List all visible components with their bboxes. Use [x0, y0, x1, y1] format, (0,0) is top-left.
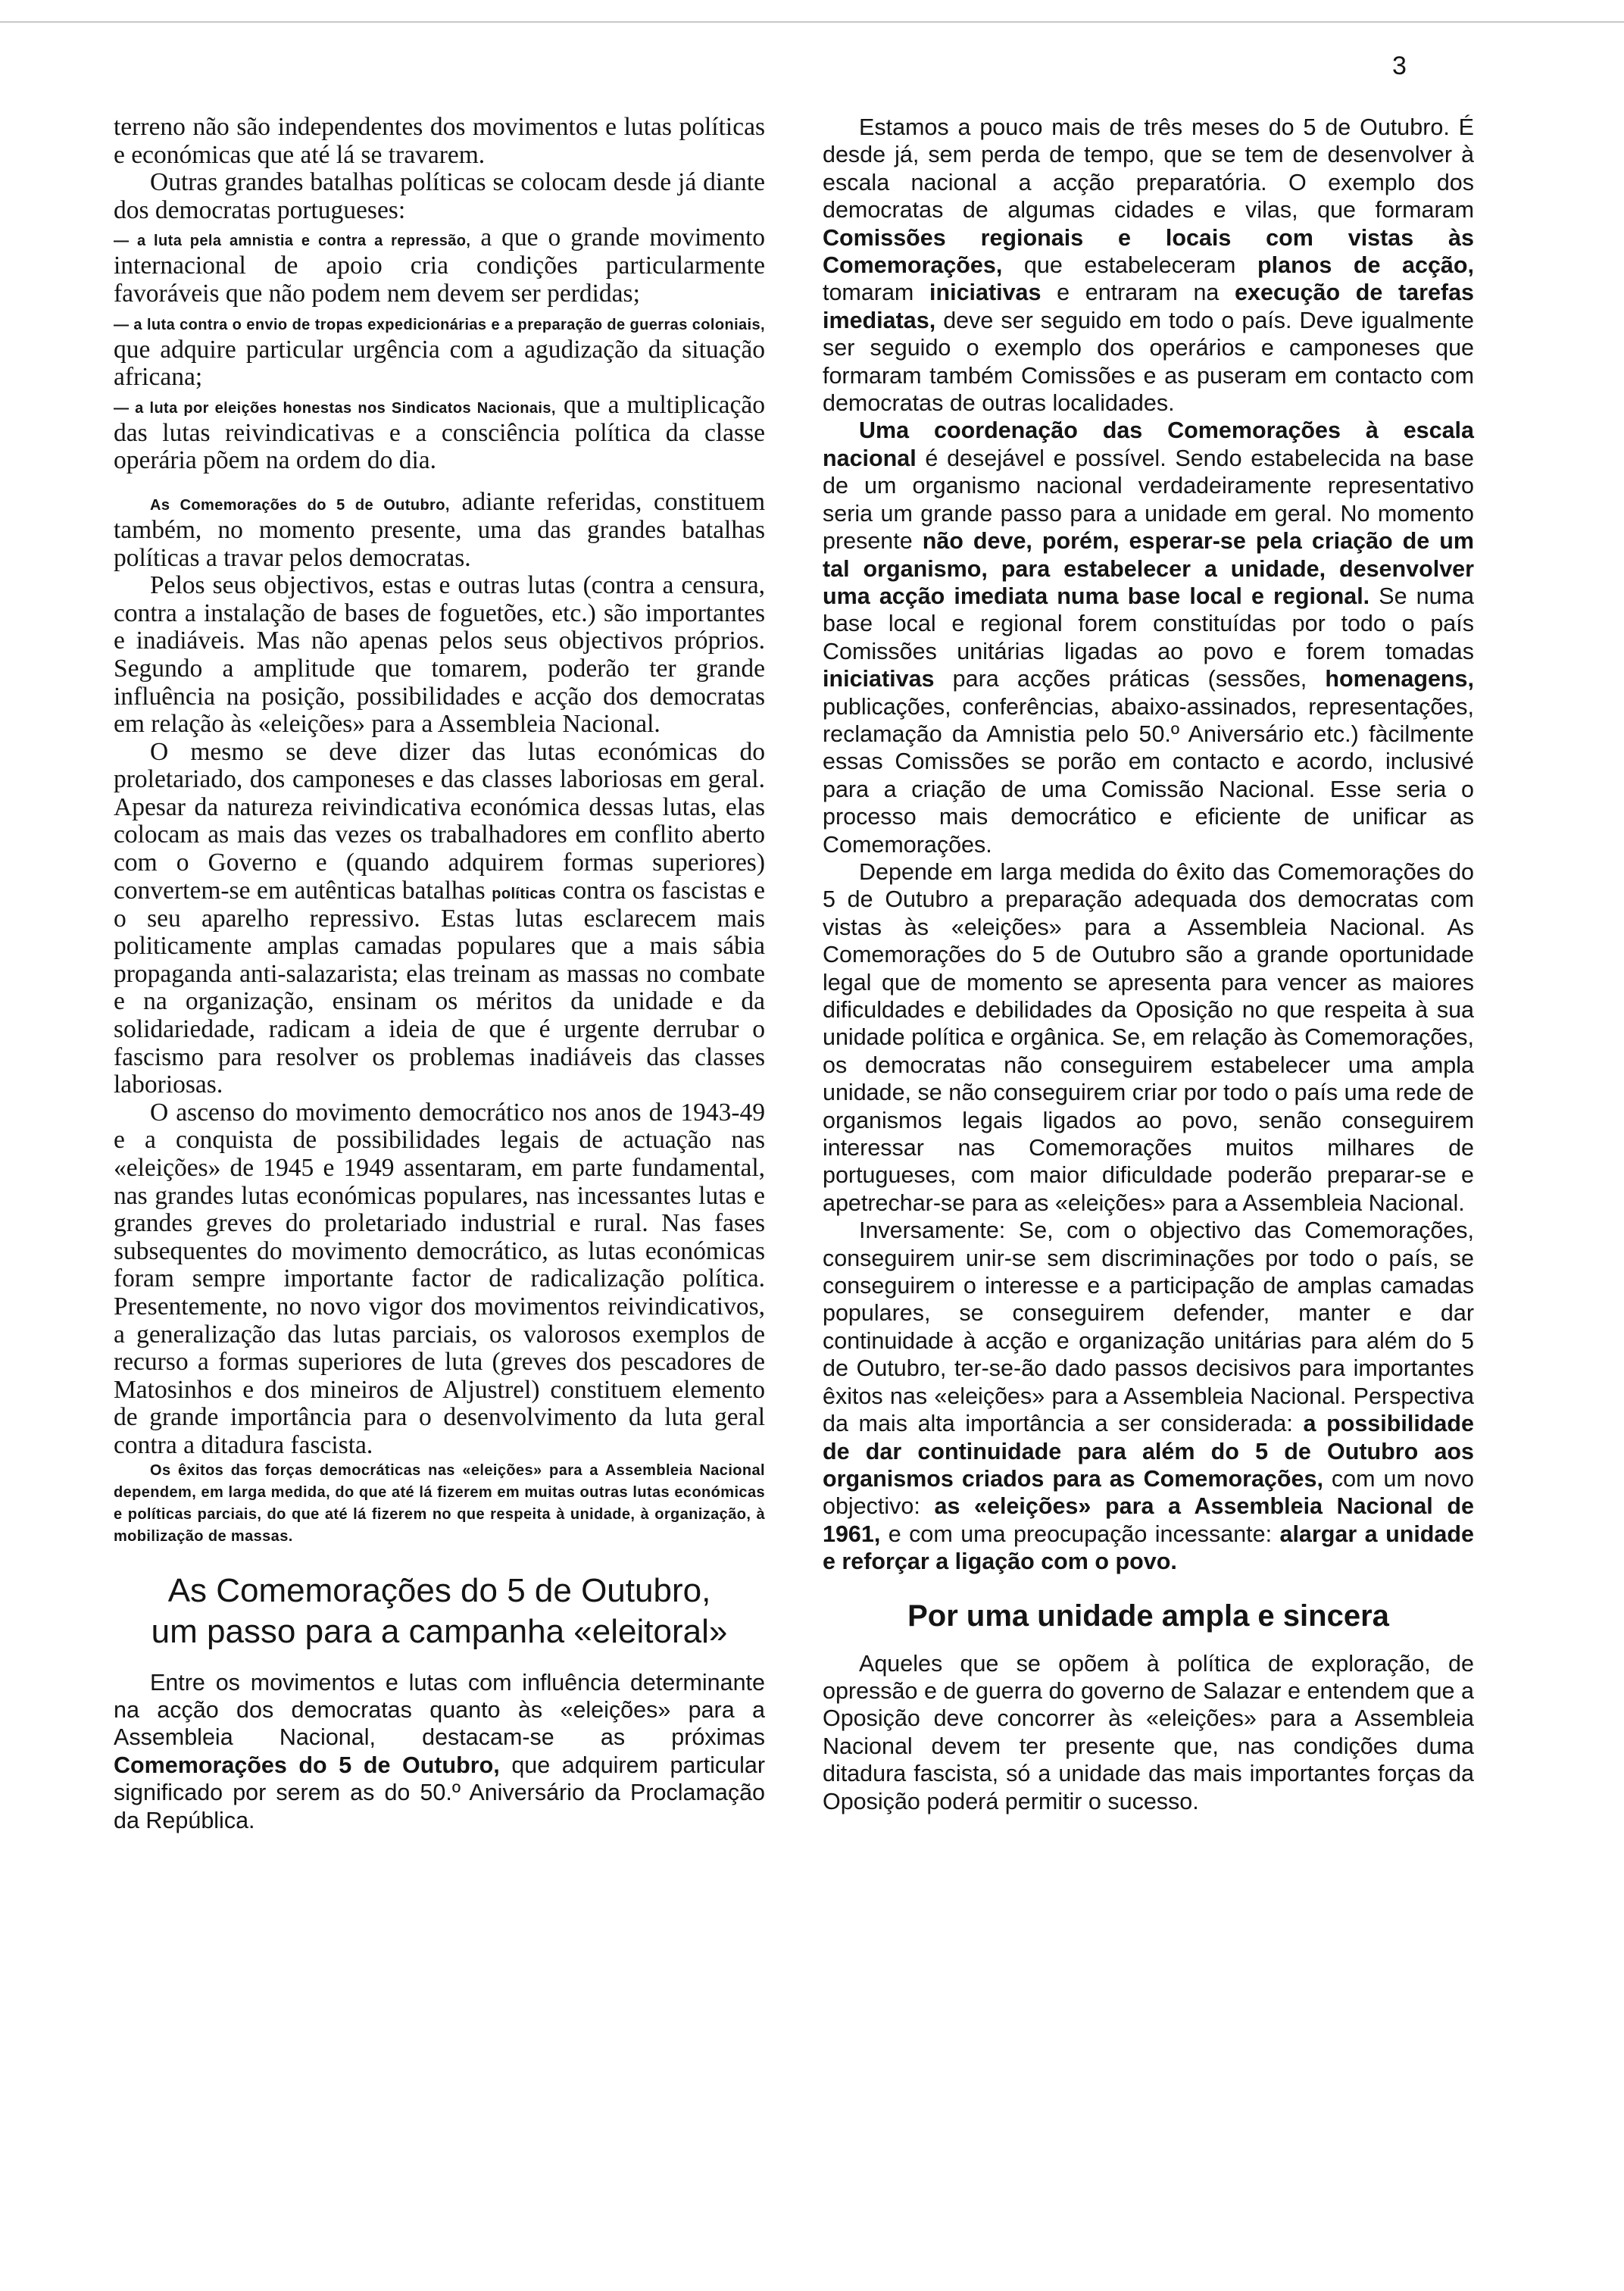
- list-item-text: a que o grande movimento internacional de apoio cria condições particularmente favoráveis que não podem nem devem ser perdidas;: [114, 223, 766, 308]
- paragraph-bold: Comemorações do 5 de Outubro,: [114, 1752, 500, 1778]
- paragraph-text: Estamos a pouco mais de três meses do 5 de Outubro. É desde já, sem perda de tempo, que se tem de desenvolver à escala nacional a acção preparatória. O exemplo dos democratas de algumas cidades e vilas, que formaram: [823, 114, 1474, 223]
- paragraph-text: publicações, conferências, abaixo-assinados, representações, reclamação da Amnistia pelo 50.º Aniversário etc.) fàcilmente essas Comissões se porão em contacto e acordo, inclusivé para a criação de uma Comissão Nacional. Esse seria o processo mais democrático e eficiente de unificar as Comemorações.: [823, 693, 1474, 858]
- paragraph-inline-small: políticas: [492, 885, 556, 902]
- paragraph-bold: Uma coordenação das Comemorações à escala nacional: [823, 417, 1474, 471]
- paragraph-text: O mesmo se deve dizer das lutas económicas do proletariado, dos camponeses e das classes laboriosas em geral. Apesar da natureza reivindicativa económica dessas lutas, elas colocam as mais das vezes os trabalhadores em conflito aberto com o Governo e (quando adquirem formas superiores) convertem-se em autênticas batalhas: [114, 737, 765, 905]
- paragraph-text: e com uma preocupação incessante:: [880, 1521, 1280, 1547]
- section-heading-line: As Comemorações do 5 de Outubro,: [167, 1571, 711, 1609]
- section-heading-line: um passo para a campanha «eleitoral»: [151, 1612, 728, 1650]
- top-rule: [0, 21, 1624, 23]
- paragraph-bold: as «eleições» para a Assembleia Nacional de 1961,: [823, 1493, 1474, 1547]
- paragraph-bold: não deve, porém, esperar-se pela criação de um tal organismo, para estabelecer a unidade, desenvolver uma acção imediata numa base local e regional.: [823, 528, 1474, 609]
- paragraph-text: Inversamente: Se, com o objectivo das Comemorações, conseguirem unir-se sem discriminações por todo o país, se conseguirem o interesse e a participação de amplas camadas populares, se conseguirem defender, manter e dar continuidade à acção e organização unitárias para além do 5 de Outubro, ter-se-ão dado passos decisivos para importantes êxitos nas «eleições» para a Assembleia Nacional. Perspectiva da mais alta importância a ser considerada:: [823, 1217, 1474, 1437]
- paragraph: Depende em larga medida do êxito das Comemorações do 5 de Outubro a preparação adequada dos democratas com vistas às «eleições» para a Assembleia Nacional. As Comemorações do 5 de Outubro são a grande oportunidade legal que de momento se apresenta para vencer as maiores dificuldades e debilidades da Oposição no que respeita à sua unidade política e orgânica. Se, em relação às Comemorações, os democratas não conseguirem estabelecer uma ampla unidade, se não conseguirem criar por todo o país uma rede de organismos legais ligados ao povo, senão conseguirem interessar nas Comemorações muitos milhares de portugueses, com maior dificuldade poderão preparar-se e apetrechar-se para as «eleições» para a Assembleia Nacional.: [823, 858, 1474, 1216]
- paragraph: Aqueles que se opõem à política de exploração, de opressão e de guerra do governo de Salazar e entendem que a Oposição deve concorrer às «eleições» para a Assembleia Nacional devem ter presente que, nas condições duma ditadura fascista, só a unidade das mais importantes forças da Oposição poderá permitir o sucesso.: [823, 1650, 1474, 1814]
- left-column: [114, 114, 765, 1834]
- paragraph-bold: iniciativas: [823, 666, 935, 692]
- paragraph: O ascenso do movimento democrático nos anos de 1943-49 e a conquista de possibilidades legais de actuação nas «eleições» de 1945 e 1949 assentaram, em parte fundamental, nas grandes lutas económicas populares, nas incessantes lutas e grandes greves do proletariado industrial e rural. Nas fases subsequentes do movimento democrático, as lutas económicas foram sempre importante factor de radicalização política. Presentemente, no novo vigor dos movimentos reivindicativos, a generalização das lutas parciais, os valorosos exemplos de recurso a formas superiores de luta (greves dos pescadores de Matosinhos e dos mineiros de Aljustrel) constituem elemento de grande importância para o desenvolvimento da luta geral contra a ditadura fascista.: [114, 1098, 765, 1459]
- page-number: 3: [1392, 52, 1407, 80]
- list-item-lead: — a luta pela amnistia e contra a repressão,: [114, 233, 471, 250]
- paragraph-text: deve ser seguido em todo o país. Deve igualmente ser seguido o exemplo dos operários e camponeses que formaram também Comissões e as puseram em contacto com democratas de outras localidades.: [823, 307, 1474, 417]
- list-item: [114, 308, 765, 392]
- paragraph-text: contra os fascistas e o seu aparelho repressivo. Estas lutas esclarecem mais politicamente amplas camadas populares que a mais sábia propaganda anti-salazarista; elas treinam as massas no combate e na organização, ensinam os méritos da unidade e da solidariedade, radicam a ideia de que é urgente derrubar o fascismo para resolver os problemas inadiáveis das classes laboriosas.: [114, 876, 765, 1099]
- paragraph-text: é desejável e possível. Sendo estabelecida na base de um organismo nacional verdadeiramente representativo seria um grande passo para a unidade em geral. No momento presente: [823, 445, 1474, 555]
- paragraph: terreno não são independentes dos movimentos e lutas políticas e económicas que até lá se travarem.: [114, 113, 765, 169]
- paragraph: [114, 1669, 765, 1834]
- list-item: [114, 224, 765, 308]
- paragraph-text: e entraram na: [1041, 280, 1235, 306]
- list-item-text: que adquire particular urgência com a agudização da situação africana;: [114, 335, 765, 392]
- paragraph-text: adiante referidas, constituem também, no momento presente, uma das grandes batalhas políticas a travar pelos democratas.: [114, 487, 765, 572]
- paragraph: [823, 417, 1474, 858]
- paragraph: [114, 489, 765, 572]
- footnote-paragraph: Os êxitos das forças democráticas nas «eleições» para a Assembleia Nacional dependem, em larga medida, do que até lá fizerem em muitas outras lutas económicas e políticas parciais, do que até lá fizerem no que respeita à unidade, à organização, à mobilização de massas.: [114, 1461, 765, 1545]
- list-item-lead: — a luta por eleições honestas nos Sindicatos Nacionais,: [114, 399, 556, 417]
- paragraph: Pelos seus objectivos, estas e outras lutas (contra a censura, contra a instalação de bases de foguetões, etc.) são importantes e inadiáveis. Mas não apenas pelos seus objectivos próprios. Segundo a amplitude que tomarem, poderão ter grande influência na posição, possibilidades e acção dos democratas em relação às «eleições» para a Assembleia Nacional.: [114, 571, 765, 739]
- paragraph: Outras grandes batalhas políticas se colocam desde já diante dos democratas portugueses:: [114, 168, 765, 224]
- paragraph-bold: homenagens,: [1325, 666, 1474, 692]
- paragraph: [114, 739, 765, 1099]
- paragraph-bold: alargar a unidade e reforçar a ligação com o povo.: [823, 1521, 1474, 1575]
- right-column: [823, 114, 1474, 1815]
- list-item-lead: — a luta contra o envio de tropas expedicionárias e a preparação de guerras coloniais,: [114, 316, 765, 333]
- paragraph-text: tomaram: [823, 280, 929, 306]
- paragraph-bold: planos de acção,: [1257, 252, 1474, 279]
- paragraph-lead: As Comemorações do 5 de Outubro,: [150, 496, 450, 514]
- section-heading: [114, 1571, 765, 1652]
- list-item-text: que a multiplicação das lutas reivindicativas e a consciência política da classe operária põem na ordem do dia.: [114, 390, 765, 475]
- paragraph-bold: Comissões regionais e locais com vistas às Comemorações,: [823, 224, 1474, 279]
- paragraph-text: que adquirem particular significado por serem as do 50.º Aniversário da Proclamação da República.: [114, 1752, 765, 1833]
- paragraph-bold: execução de tarefas imediatas,: [823, 280, 1474, 333]
- section-heading: Por uma unidade ampla e sincera: [907, 1599, 1389, 1633]
- paragraph: [823, 1217, 1474, 1575]
- paragraph-bold: iniciativas: [929, 280, 1042, 306]
- paragraph-text: para acções práticas (sessões,: [934, 666, 1326, 692]
- list-item: [114, 392, 765, 475]
- paragraph-text: Se numa base local e regional forem constituídas por todo o país Comissões unitárias ligadas ao povo e forem tomadas: [823, 583, 1474, 664]
- paragraph-bold: a possibilidade de dar continuidade para além do 5 de Outubro aos organismos criados para as Comemorações,: [823, 1411, 1474, 1492]
- paragraph-text: com um novo objectivo:: [823, 1465, 1474, 1520]
- paragraph: [823, 114, 1474, 417]
- paragraph-text: Entre os movimentos e lutas com influência determinante na acção dos democratas quanto às «eleições» para a Assembleia Nacional, destacam-se as próximas: [114, 1669, 765, 1751]
- paragraph-text: que estabeleceram: [1002, 252, 1257, 279]
